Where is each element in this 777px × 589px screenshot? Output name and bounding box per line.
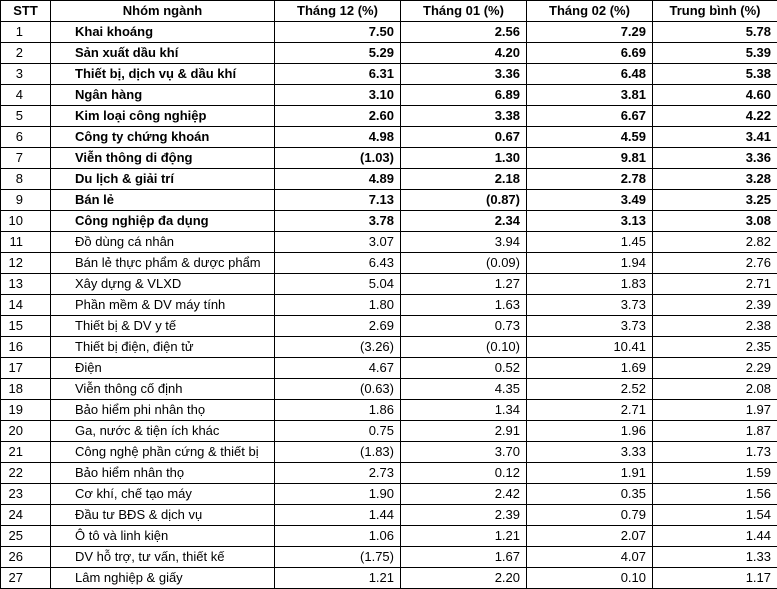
table-row: [1, 568, 777, 589]
cell-sector-name: Công ty chứng khoán: [51, 127, 275, 148]
cell-average: 3.08: [653, 211, 777, 232]
table-row: [1, 85, 777, 106]
cell-january: (0.87): [401, 190, 527, 211]
table-row: [1, 22, 777, 43]
cell-december: 1.80: [275, 295, 401, 316]
cell-december: 0.75: [275, 421, 401, 442]
table-row: [1, 190, 777, 211]
cell-sector-name: Ô tô và linh kiện: [51, 526, 275, 547]
cell-stt: 27: [1, 568, 51, 589]
cell-december: 5.29: [275, 43, 401, 64]
cell-february: 2.78: [527, 169, 653, 190]
cell-february: 1.83: [527, 274, 653, 295]
cell-average: 2.39: [653, 295, 777, 316]
cell-february: 0.79: [527, 505, 653, 526]
cell-stt: 12: [1, 253, 51, 274]
table-row: [1, 127, 777, 148]
cell-stt: 9: [1, 190, 51, 211]
cell-sector-name: Cơ khí, chế tạo máy: [51, 484, 275, 505]
cell-december: 3.07: [275, 232, 401, 253]
cell-january: 2.18: [401, 169, 527, 190]
cell-january: 0.12: [401, 463, 527, 484]
cell-sector-name: Ngân hàng: [51, 85, 275, 106]
cell-february: 2.71: [527, 400, 653, 421]
cell-average: 3.28: [653, 169, 777, 190]
cell-december: 1.06: [275, 526, 401, 547]
table-row: [1, 211, 777, 232]
cell-stt: 14: [1, 295, 51, 316]
cell-december: 1.21: [275, 568, 401, 589]
cell-average: 5.38: [653, 64, 777, 85]
cell-sector-name: Lâm nghiệp & giấy: [51, 568, 275, 589]
cell-average: 3.41: [653, 127, 777, 148]
cell-december: 2.60: [275, 106, 401, 127]
cell-january: 1.30: [401, 148, 527, 169]
cell-stt: 22: [1, 463, 51, 484]
cell-december: 4.98: [275, 127, 401, 148]
cell-stt: 6: [1, 127, 51, 148]
cell-december: 2.73: [275, 463, 401, 484]
cell-average: 1.56: [653, 484, 777, 505]
cell-december: 2.69: [275, 316, 401, 337]
cell-february: 2.52: [527, 379, 653, 400]
cell-december: 4.89: [275, 169, 401, 190]
cell-december: (1.75): [275, 547, 401, 568]
cell-average: 2.35: [653, 337, 777, 358]
cell-stt: 3: [1, 64, 51, 85]
table-header: [1, 1, 777, 22]
header-february: Tháng 02 (%): [527, 1, 653, 22]
table-row: [1, 169, 777, 190]
cell-january: 3.70: [401, 442, 527, 463]
cell-sector-name: Phần mềm & DV máy tính: [51, 295, 275, 316]
cell-sector-name: Viễn thông di động: [51, 148, 275, 169]
table-row: [1, 295, 777, 316]
cell-average: 2.82: [653, 232, 777, 253]
cell-december: (1.83): [275, 442, 401, 463]
cell-february: 1.96: [527, 421, 653, 442]
cell-average: 4.22: [653, 106, 777, 127]
cell-stt: 26: [1, 547, 51, 568]
cell-december: 3.78: [275, 211, 401, 232]
cell-stt: 21: [1, 442, 51, 463]
cell-sector-name: Điện: [51, 358, 275, 379]
cell-average: 1.54: [653, 505, 777, 526]
cell-december: 1.86: [275, 400, 401, 421]
cell-january: 6.89: [401, 85, 527, 106]
cell-february: 3.13: [527, 211, 653, 232]
cell-sector-name: Kim loại công nghiệp: [51, 106, 275, 127]
cell-january: 0.52: [401, 358, 527, 379]
cell-average: 3.36: [653, 148, 777, 169]
cell-average: 2.08: [653, 379, 777, 400]
header-row: [1, 1, 777, 22]
cell-february: 1.69: [527, 358, 653, 379]
cell-sector-name: Khai khoáng: [51, 22, 275, 43]
cell-december: 1.90: [275, 484, 401, 505]
table-row: [1, 547, 777, 568]
cell-average: 1.44: [653, 526, 777, 547]
cell-february: 0.35: [527, 484, 653, 505]
cell-sector-name: Công nghiệp đa dụng: [51, 211, 275, 232]
cell-average: 1.73: [653, 442, 777, 463]
cell-stt: 4: [1, 85, 51, 106]
cell-january: 3.36: [401, 64, 527, 85]
cell-december: 3.10: [275, 85, 401, 106]
cell-february: 6.48: [527, 64, 653, 85]
cell-sector-name: Ga, nước & tiện ích khác: [51, 421, 275, 442]
cell-sector-name: Bảo hiểm nhân thọ: [51, 463, 275, 484]
cell-february: 0.10: [527, 568, 653, 589]
cell-december: (1.03): [275, 148, 401, 169]
cell-stt: 11: [1, 232, 51, 253]
header-average: Trung bình (%): [653, 1, 777, 22]
cell-december: 6.43: [275, 253, 401, 274]
cell-january: 3.38: [401, 106, 527, 127]
cell-february: 3.73: [527, 295, 653, 316]
header-january: Tháng 01 (%): [401, 1, 527, 22]
table-row: [1, 337, 777, 358]
cell-sector-name: Thiết bị & DV y tế: [51, 316, 275, 337]
cell-sector-name: Thiết bị điện, điện tử: [51, 337, 275, 358]
table-row: [1, 463, 777, 484]
cell-january: 2.42: [401, 484, 527, 505]
cell-january: (0.10): [401, 337, 527, 358]
table-body: [1, 22, 777, 589]
cell-stt: 17: [1, 358, 51, 379]
cell-sector-name: Đồ dùng cá nhân: [51, 232, 275, 253]
cell-average: 2.71: [653, 274, 777, 295]
cell-february: 4.07: [527, 547, 653, 568]
cell-average: 1.17: [653, 568, 777, 589]
cell-december: 6.31: [275, 64, 401, 85]
cell-february: 3.33: [527, 442, 653, 463]
cell-february: 6.67: [527, 106, 653, 127]
cell-january: 0.67: [401, 127, 527, 148]
cell-january: 1.21: [401, 526, 527, 547]
cell-december: (0.63): [275, 379, 401, 400]
cell-stt: 8: [1, 169, 51, 190]
table-row: [1, 484, 777, 505]
cell-sector-name: Du lịch & giải trí: [51, 169, 275, 190]
cell-stt: 25: [1, 526, 51, 547]
cell-sector-name: Công nghệ phần cứng & thiết bị: [51, 442, 275, 463]
cell-sector-name: Bán lẻ thực phẩm & dược phẩm: [51, 253, 275, 274]
cell-stt: 15: [1, 316, 51, 337]
cell-december: 7.13: [275, 190, 401, 211]
cell-january: 1.27: [401, 274, 527, 295]
cell-sector-name: Xây dựng & VLXD: [51, 274, 275, 295]
cell-sector-name: Đầu tư BĐS & dịch vụ: [51, 505, 275, 526]
cell-january: 2.39: [401, 505, 527, 526]
cell-stt: 20: [1, 421, 51, 442]
header-stt: STT: [1, 1, 51, 22]
cell-stt: 19: [1, 400, 51, 421]
cell-february: 2.07: [527, 526, 653, 547]
cell-january: (0.09): [401, 253, 527, 274]
table-row: [1, 43, 777, 64]
table-row: [1, 316, 777, 337]
cell-average: 3.25: [653, 190, 777, 211]
cell-stt: 2: [1, 43, 51, 64]
cell-january: 1.67: [401, 547, 527, 568]
cell-december: 1.44: [275, 505, 401, 526]
cell-average: 2.38: [653, 316, 777, 337]
cell-february: 1.45: [527, 232, 653, 253]
cell-february: 3.81: [527, 85, 653, 106]
cell-stt: 16: [1, 337, 51, 358]
cell-december: (3.26): [275, 337, 401, 358]
cell-january: 2.56: [401, 22, 527, 43]
cell-sector-name: Bảo hiểm phi nhân thọ: [51, 400, 275, 421]
cell-february: 3.49: [527, 190, 653, 211]
cell-december: 7.50: [275, 22, 401, 43]
cell-february: 10.41: [527, 337, 653, 358]
cell-january: 4.20: [401, 43, 527, 64]
cell-sector-name: Bán lẻ: [51, 190, 275, 211]
cell-february: 4.59: [527, 127, 653, 148]
table-row: [1, 379, 777, 400]
cell-january: 0.73: [401, 316, 527, 337]
cell-january: 1.34: [401, 400, 527, 421]
cell-stt: 18: [1, 379, 51, 400]
cell-average: 1.59: [653, 463, 777, 484]
table-row: [1, 106, 777, 127]
cell-january: 4.35: [401, 379, 527, 400]
cell-average: 5.39: [653, 43, 777, 64]
cell-december: 5.04: [275, 274, 401, 295]
cell-stt: 1: [1, 22, 51, 43]
cell-average: 2.76: [653, 253, 777, 274]
cell-sector-name: Thiết bị, dịch vụ & dầu khí: [51, 64, 275, 85]
cell-february: 1.91: [527, 463, 653, 484]
cell-sector-name: Viễn thông cố định: [51, 379, 275, 400]
cell-january: 3.94: [401, 232, 527, 253]
table-row: [1, 274, 777, 295]
table-row: [1, 64, 777, 85]
table-row: [1, 421, 777, 442]
cell-sector-name: DV hỗ trợ, tư vấn, thiết kế: [51, 547, 275, 568]
cell-average: 1.87: [653, 421, 777, 442]
cell-average: 5.78: [653, 22, 777, 43]
header-december: Tháng 12 (%): [275, 1, 401, 22]
table-row: [1, 526, 777, 547]
table-row: [1, 148, 777, 169]
cell-february: 3.73: [527, 316, 653, 337]
table-row: [1, 232, 777, 253]
cell-february: 1.94: [527, 253, 653, 274]
cell-average: 2.29: [653, 358, 777, 379]
cell-stt: 23: [1, 484, 51, 505]
table-row: [1, 253, 777, 274]
cell-stt: 13: [1, 274, 51, 295]
table-row: [1, 505, 777, 526]
cell-stt: 24: [1, 505, 51, 526]
cell-january: 2.34: [401, 211, 527, 232]
cell-stt: 7: [1, 148, 51, 169]
cell-average: 4.60: [653, 85, 777, 106]
cell-average: 1.33: [653, 547, 777, 568]
header-sector: Nhóm ngành: [51, 1, 275, 22]
cell-average: 1.97: [653, 400, 777, 421]
table-row: [1, 442, 777, 463]
cell-january: 2.91: [401, 421, 527, 442]
cell-stt: 10: [1, 211, 51, 232]
table-row: [1, 400, 777, 421]
table-row: [1, 358, 777, 379]
cell-february: 7.29: [527, 22, 653, 43]
cell-february: 9.81: [527, 148, 653, 169]
cell-stt: 5: [1, 106, 51, 127]
cell-sector-name: Sản xuất dầu khí: [51, 43, 275, 64]
cell-january: 1.63: [401, 295, 527, 316]
cell-february: 6.69: [527, 43, 653, 64]
cell-december: 4.67: [275, 358, 401, 379]
cell-january: 2.20: [401, 568, 527, 589]
